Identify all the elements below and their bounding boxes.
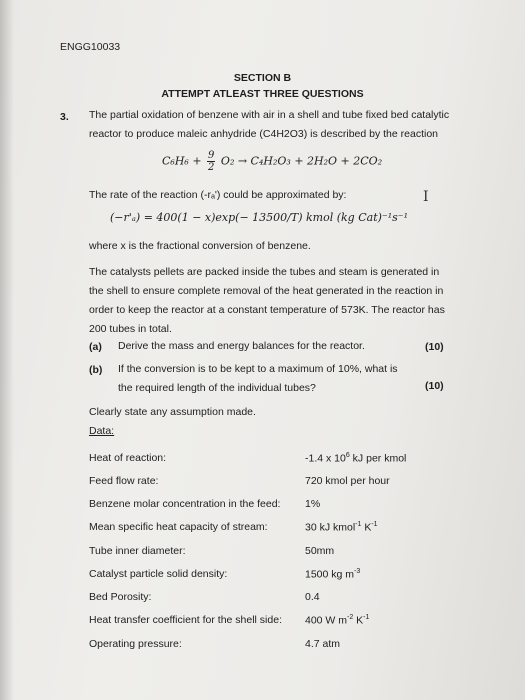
data-value-benzene-conc: 1%	[305, 498, 321, 510]
part-a-text: Derive the mass and energy balances for the reactor.	[118, 340, 365, 352]
data-title: Data:	[89, 425, 115, 437]
question-intro	[89, 106, 449, 144]
catalyst-paragraph	[89, 263, 445, 339]
data-label-heat-of-reaction: Heat of reaction:	[89, 452, 167, 464]
part-b-line: If the conversion is to be kept to a maximum of 10%, what is	[118, 363, 398, 375]
reaction-lhs: C₆H₆ +	[162, 154, 202, 168]
page-edge-shadow	[0, 0, 14, 700]
text-cursor-icon: I	[423, 189, 429, 205]
section-title: SECTION B	[233, 72, 292, 84]
part-b-text	[118, 360, 398, 398]
part-a-marks: (10)	[425, 341, 444, 353]
data-label-heat-transfer: Heat transfer coefficient for the shell side:	[89, 614, 282, 626]
reaction-fraction	[207, 150, 215, 173]
data-label-heat-capacity: Mean specific heat capacity of stream:	[89, 521, 268, 533]
where-line: where x is the fractional conversion of benzene.	[89, 240, 311, 252]
part-b-label: (b)	[89, 364, 103, 376]
data-label-bed-porosity: Bed Porosity:	[89, 591, 152, 603]
course-code: ENGG10033	[60, 41, 121, 53]
reaction-rhs: O₂ → C₄H₂O₃ + 2H₂O + 2CO₂	[220, 154, 383, 168]
data-label-particle-density: Catalyst particle solid density:	[89, 568, 228, 580]
data-label-pressure: Operating pressure:	[89, 638, 182, 650]
question-number: 3.	[60, 111, 69, 123]
data-label-tube-diameter: Tube inner diameter:	[89, 545, 186, 557]
fraction-numerator: 9	[208, 150, 215, 161]
section-instruction: ATTEMPT ATLEAST THREE QUESTIONS	[161, 88, 364, 100]
rate-equation: (−r'ₐ) = 400(1 − x)exp(− 13500/T) kmol (kg Cat)⁻¹s⁻¹	[110, 211, 408, 224]
part-a-label: (a)	[89, 341, 102, 353]
part-b-marks: (10)	[425, 380, 444, 392]
assumption-note: Clearly state any assumption made.	[89, 406, 256, 418]
reaction-equation	[162, 150, 382, 173]
intro-line: The partial oxidation of benzene with air in a shell and tube fixed bed catalytic	[89, 109, 450, 121]
catalyst-line: order to keep the reactor at a constant temperature of 573K. The reactor has	[89, 304, 445, 316]
intro-line: reactor to produce maleic anhydride (C4H2O3) is described by the reaction	[89, 128, 439, 140]
data-value-particle-density: 1500 kg $m^{-3}$	[305, 568, 361, 581]
fraction-denominator: 2	[208, 162, 215, 173]
catalyst-line: 200 tubes in total.	[89, 323, 172, 335]
data-value-heat-of-reaction: -1.4 x $10^6$ kJ per kmol	[305, 452, 407, 465]
catalyst-line: the shell to ensure complete removal of the heat generated in the reaction in	[89, 285, 444, 297]
data-label-feed-flow: Feed flow rate:	[89, 475, 159, 487]
data-label-benzene-conc: Benzene molar concentration in the feed:	[89, 498, 281, 510]
part-b-line: the required length of the individual tubes?	[118, 382, 316, 394]
data-value-heat-transfer: 400 W $m^{-2}$ $K^{-1}$	[305, 614, 370, 627]
data-value-feed-flow: 720 kmol per hour	[305, 475, 390, 487]
data-value-bed-porosity: 0.4	[305, 591, 320, 603]
data-value-pressure: 4.7 atm	[305, 638, 341, 650]
catalyst-line: The catalysts pellets are packed inside the tubes and steam is generated in	[89, 266, 440, 278]
rate-intro: The rate of the reaction (-rₐ') could be approximated by:	[89, 189, 347, 201]
data-value-heat-capacity: 30 kJ kmol$^{-1}$ $K^{-1}$	[305, 521, 378, 534]
data-value-tube-diameter: 50mm	[305, 545, 335, 557]
